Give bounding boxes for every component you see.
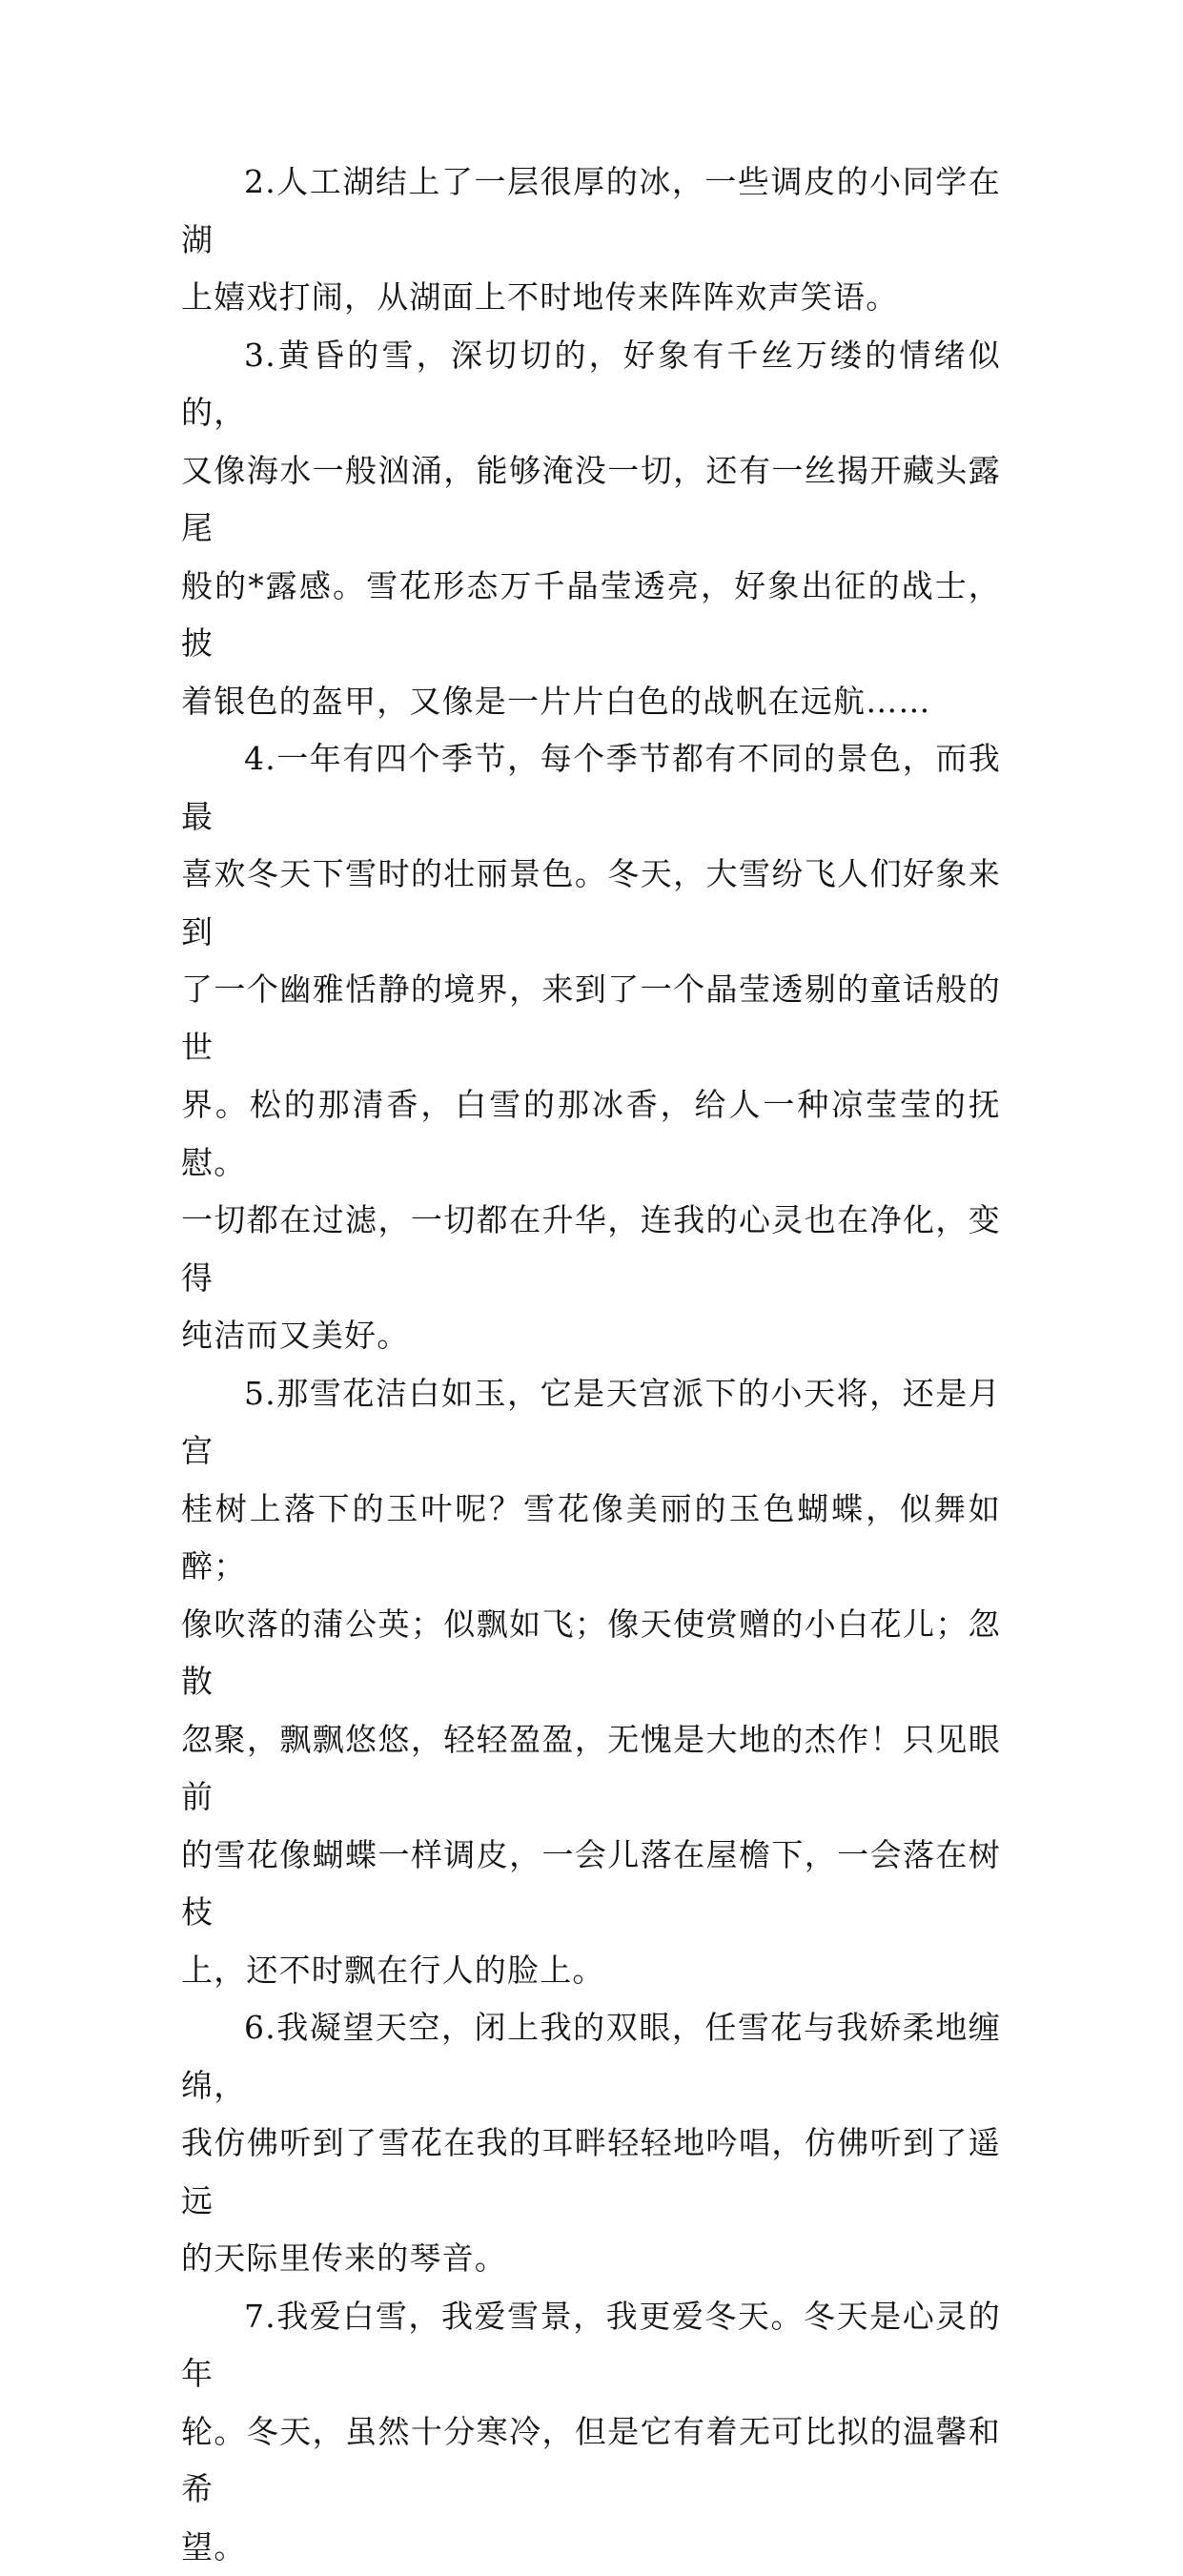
document-body [181,153,1001,2576]
paragraph-2: 2.人工湖结上了一层很厚的冰，一些调皮的小同学在湖 上嬉戏打闹，从湖面上不时地传来阵阵欢声笑语。 [181,153,1001,327]
paragraph-7: 7.我爱白雪，我爱雪景，我更爱冬天。冬天是心灵的年 轮。冬天，虽然十分寒冷，但是它有着无可比拟的温馨和希 望。 [181,2288,1001,2576]
paragraph-3: 3.黄昏的雪，深切切的，好象有千丝万缕的情绪似的， 又像海水一般汹涌，能够淹没一切，还有一丝揭开藏头露尾 般的*露感。雪花形态万千晶莹透亮，好象出征的战士，披 着银色的盔甲，又像是一片片白色的战帆在远航…… [181,327,1001,731]
paragraph-5: 5.那雪花洁白如玉，它是天宫派下的小天将，还是月宫 桂树上落下的玉叶呢？雪花像美丽的玉色蝴蝶，似舞如醉； 像吹落的蒲公英；似飘如飞；像天使赏赠的小白花儿；忽散 忽聚，飘飘悠悠，轻轻盈盈，无愧是大地的杰作！只见眼前 的雪花像蝴蝶一样调皮，一会儿落在屋檐下，一会落在树枝 上，还不时飘在行人的脸上。 [181,1365,1001,2000]
paragraph-4: 4.一年有四个季节，每个季节都有不同的景色，而我最 喜欢冬天下雪时的壮丽景色。冬天，大雪纷飞人们好象来到 了一个幽雅恬静的境界，来到了一个晶莹透剔的童话般的世 界。松的那清香，白雪的那冰香，给人一种凉莹莹的抚慰。 一切都在过滤，一切都在升华，连我的心灵也在净化，变得 纯洁而又美好。 [181,730,1001,1365]
paragraph-6: 6.我凝望天空，闭上我的双眼，任雪花与我娇柔地缠绵， 我仿佛听到了雪花在我的耳畔轻轻地吟唱，仿佛听到了遥远 的天际里传来的琴音。 [181,1999,1001,2288]
